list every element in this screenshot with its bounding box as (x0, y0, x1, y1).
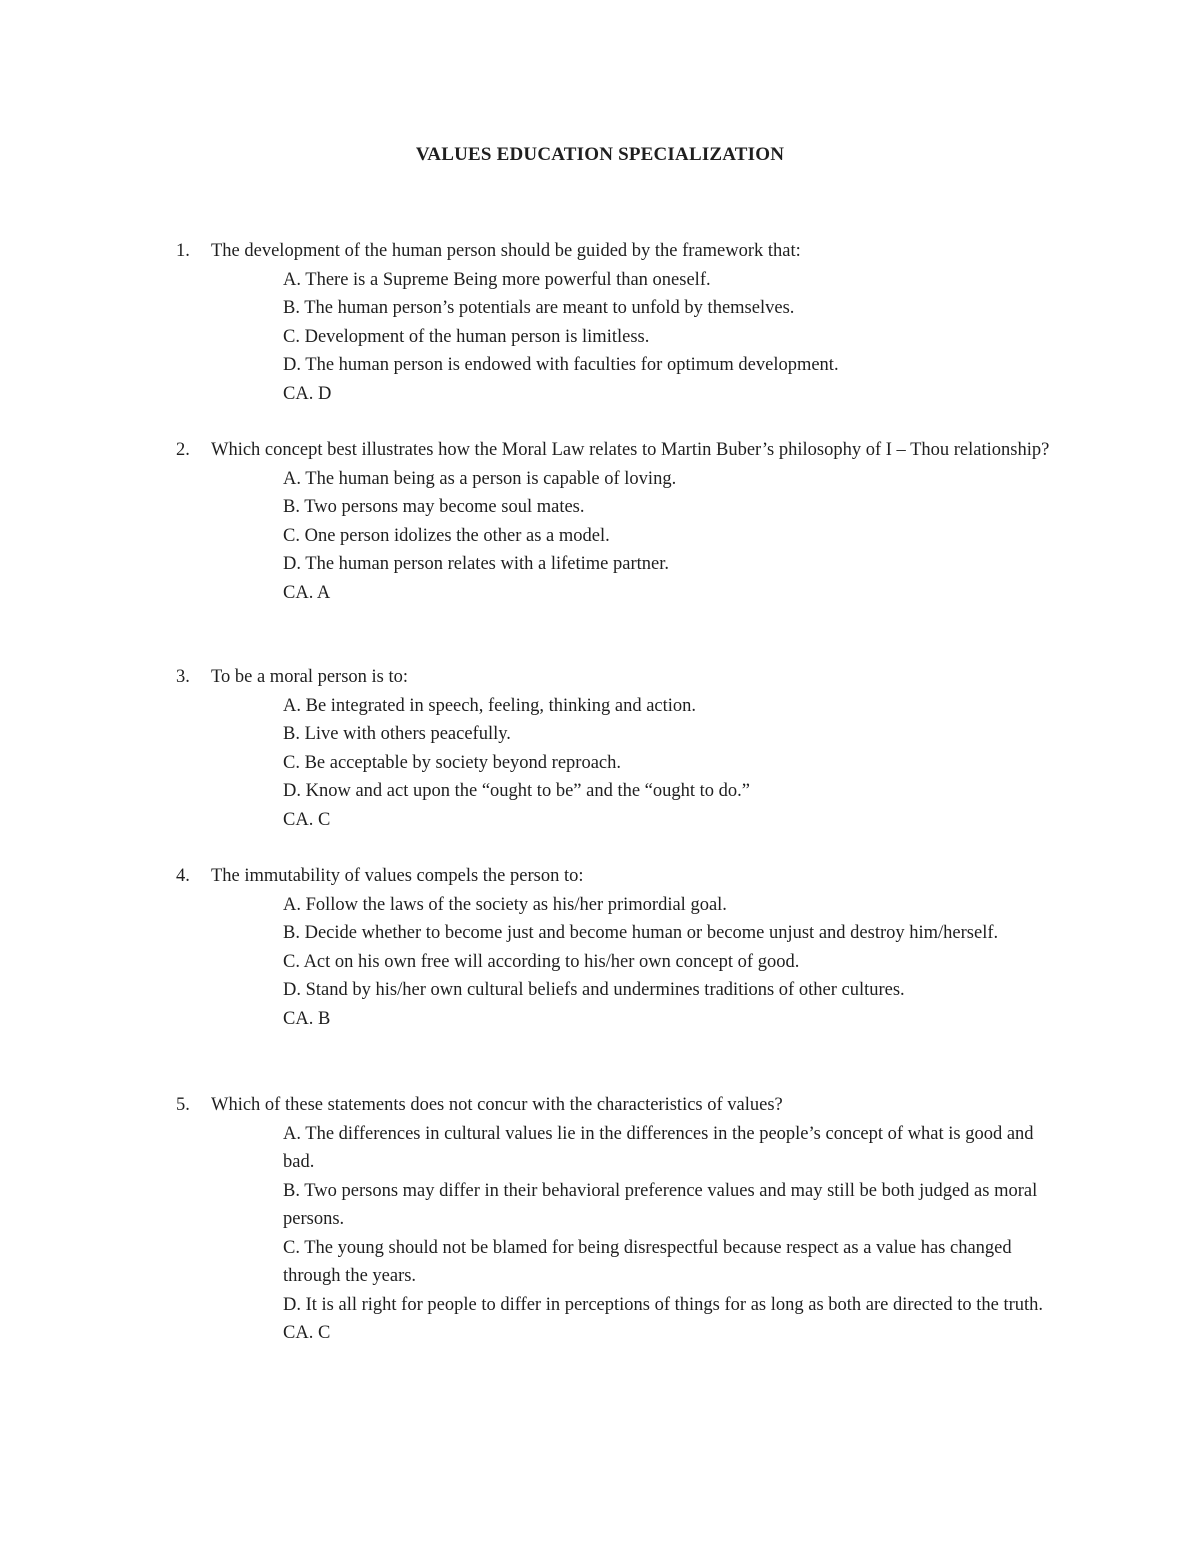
option-a: A. The human being as a person is capable of loving. (283, 468, 677, 489)
question-stem (176, 237, 1056, 266)
option-a: A. There is a Supreme Being more powerful than oneself. (283, 269, 711, 290)
correct-answer: CA. B (283, 1008, 331, 1029)
option-b: B. The human person’s potentials are meant to unfold by themselves. (283, 298, 795, 318)
question-text: The immutability of values compels the person to: (211, 866, 584, 886)
option-list (283, 465, 1053, 608)
option-d: D. The human person is endowed with faculties for optimum development. (283, 355, 839, 375)
option-b: B. Live with others peacefully. (283, 724, 511, 744)
question-stem (176, 436, 1056, 465)
correct-answer: CA. A (283, 582, 331, 603)
question-number: 3. (176, 667, 190, 687)
question-number: 4. (176, 866, 190, 886)
question-2 (176, 436, 1056, 607)
option-c: C. The young should not be blamed for being disrespectful because respect as a value has changed through the years. (283, 1237, 1012, 1286)
question-number: 5. (176, 1095, 190, 1115)
question-text: Which concept best illustrates how the Moral Law relates to Martin Buber’s philosophy of I – Thou relationship? (211, 440, 1050, 460)
option-d: D. Know and act upon the “ought to be” and the “ought to do.” (283, 781, 751, 801)
option-c: C. Development of the human person is limitless. (283, 326, 650, 347)
option-a: A. Be integrated in speech, feeling, thinking and action. (283, 695, 697, 716)
question-5 (176, 1091, 1056, 1348)
question-text: The development of the human person should be guided by the framework that: (211, 241, 801, 261)
question-1 (176, 237, 1056, 408)
question-stem (176, 862, 1056, 891)
document-title: VALUES EDUCATION SPECIALIZATION (415, 144, 785, 165)
question-3 (176, 663, 1056, 834)
correct-answer: CA. C (283, 809, 331, 830)
option-list (283, 266, 1053, 409)
option-b: B. Two persons may become soul mates. (283, 497, 585, 517)
option-d: D. The human person relates with a lifetime partner. (283, 554, 669, 574)
option-c: C. Be acceptable by society beyond reproach. (283, 752, 622, 773)
option-list (283, 692, 1053, 835)
option-a: A. The differences in cultural values lie in the differences in the people’s concept of what is good and bad. (283, 1123, 1034, 1172)
option-d: D. It is all right for people to differ in perceptions of things for as long as both are directed to the truth. (283, 1294, 1044, 1315)
option-b: B. Two persons may differ in their behavioral preference values and may still be both judged as moral persons. (283, 1180, 1038, 1229)
option-c: C. One person idolizes the other as a model. (283, 525, 610, 546)
question-stem (176, 663, 1056, 692)
question-4 (176, 862, 1056, 1033)
option-a: A. Follow the laws of the society as his/her primordial goal. (283, 894, 727, 915)
correct-answer: CA. D (283, 383, 332, 404)
question-number: 1. (176, 241, 190, 261)
option-b: B. Decide whether to become just and become human or become unjust and destroy him/herself. (283, 923, 999, 943)
option-list (283, 891, 1053, 1034)
correct-answer: CA. C (283, 1323, 331, 1343)
question-number: 2. (176, 440, 190, 460)
question-text: To be a moral person is to: (211, 667, 409, 687)
option-d: D. Stand by his/her own cultural beliefs and undermines traditions of other cultures. (283, 980, 905, 1000)
option-c: C. Act on his own free will according to his/her own concept of good. (283, 951, 800, 972)
question-stem (176, 1091, 1056, 1120)
question-text: Which of these statements does not concur with the characteristics of values? (211, 1095, 783, 1115)
option-list (283, 1120, 1053, 1348)
